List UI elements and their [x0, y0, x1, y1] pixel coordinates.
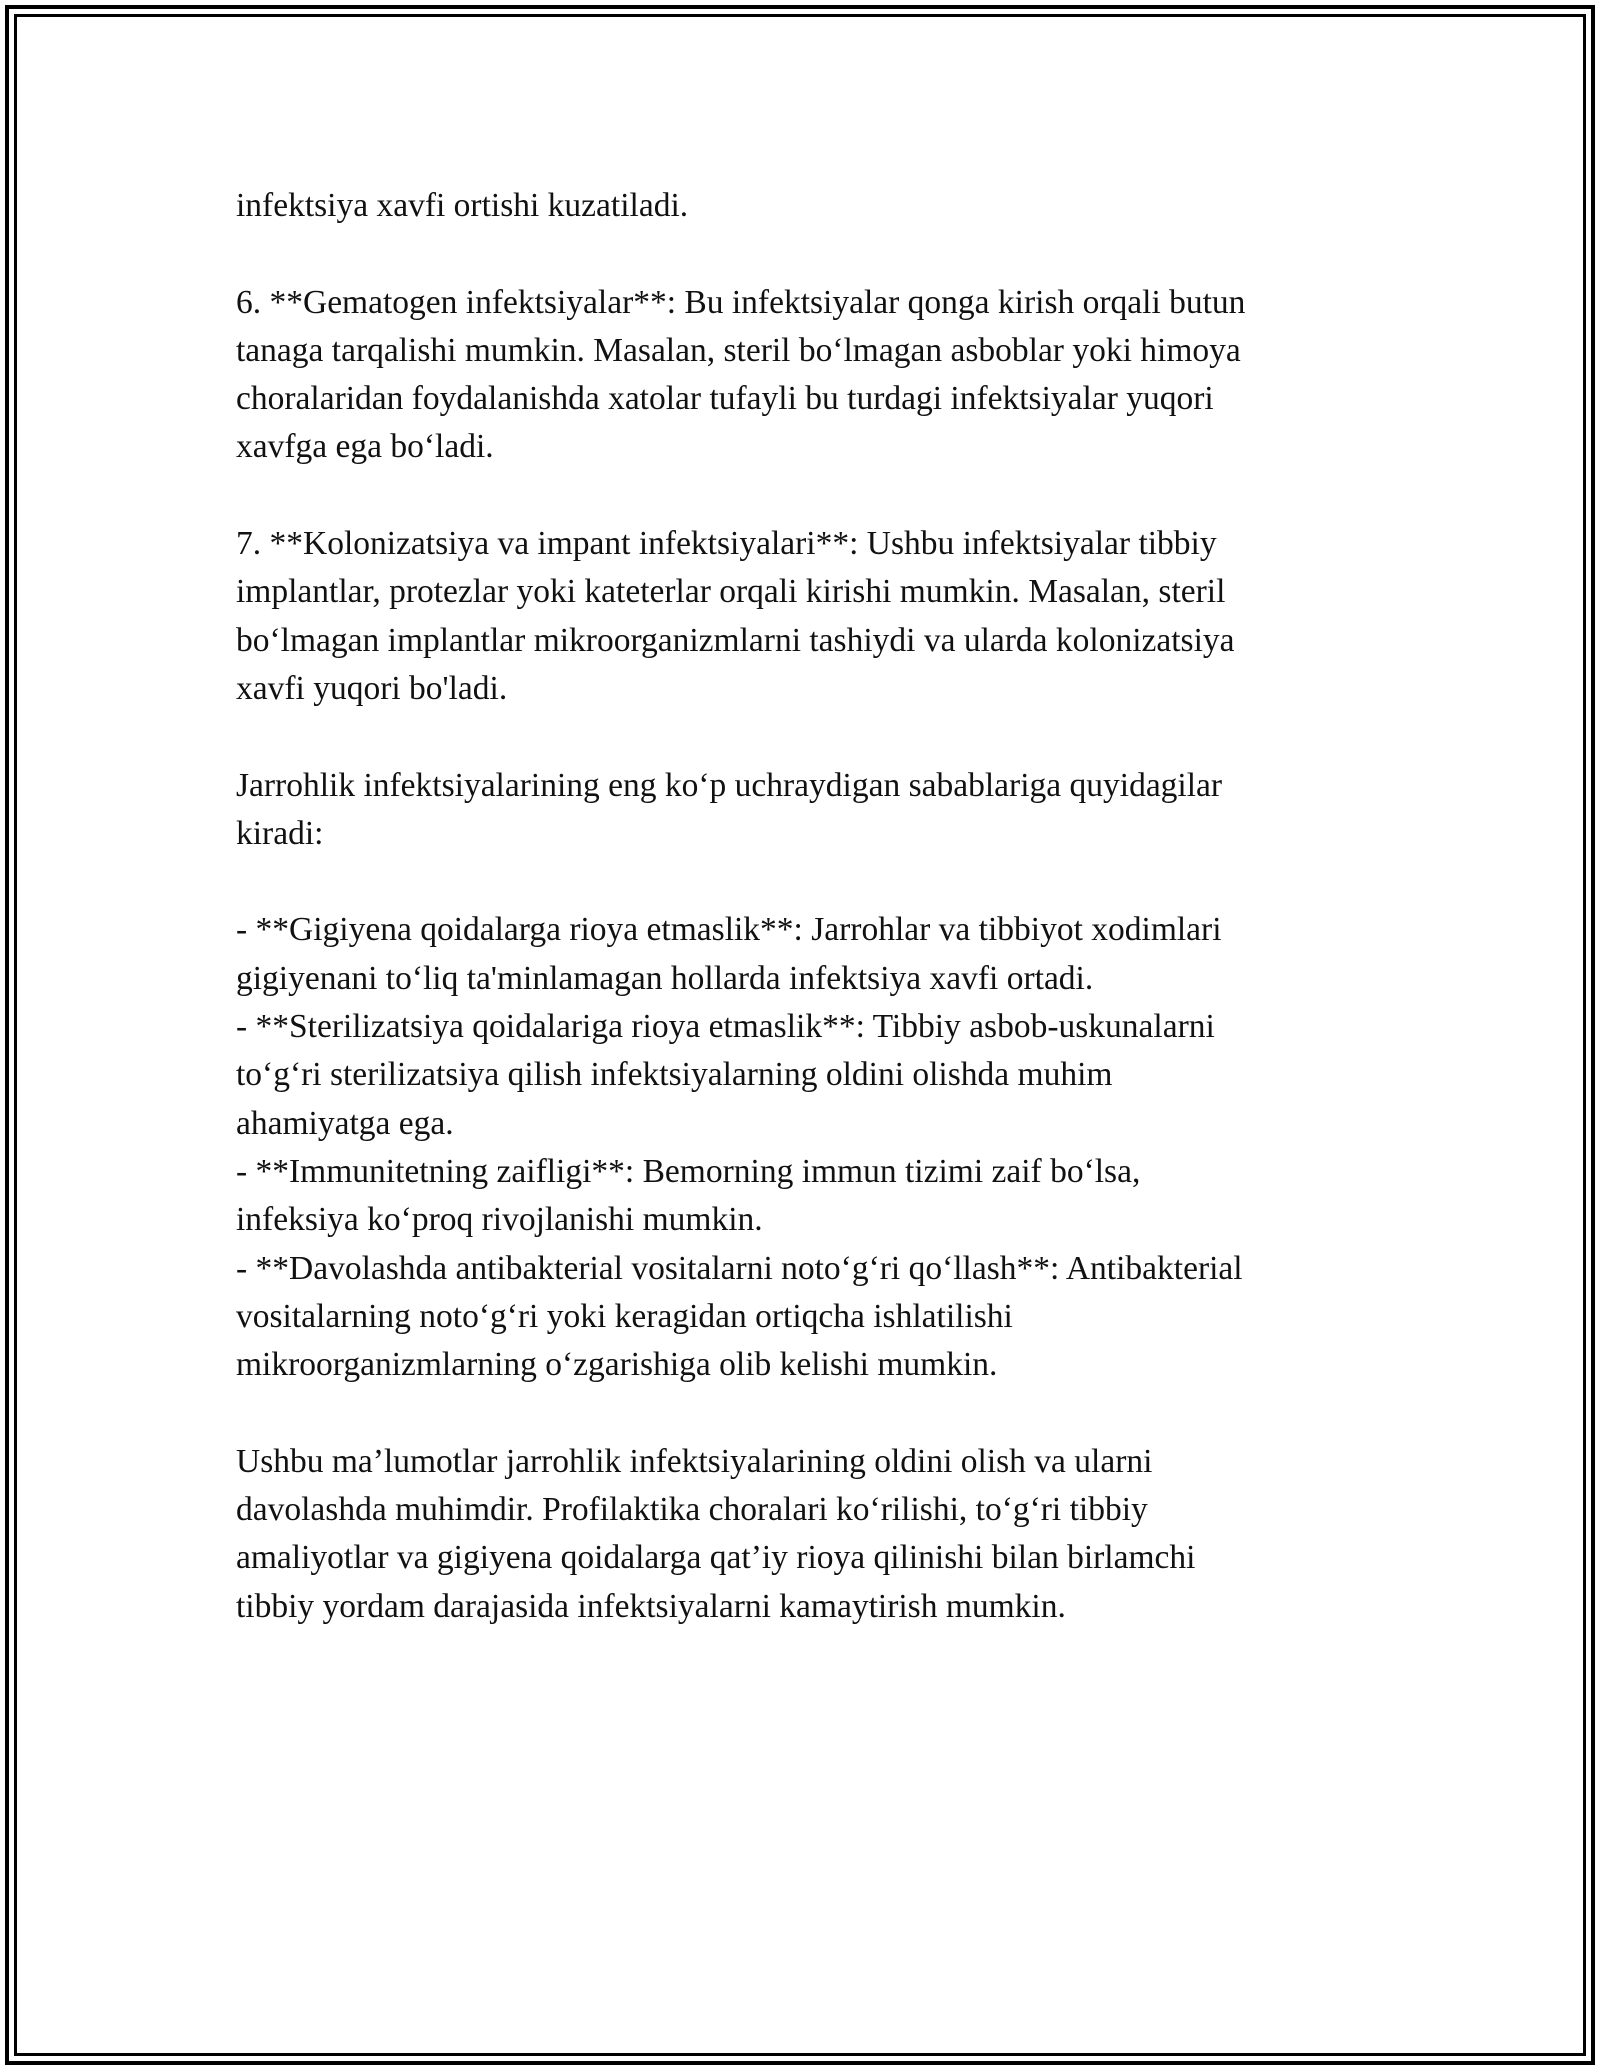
text-line: - **Gigiyena qoidalarga rioya etmaslik**: Jarrohlar va tibbiyot xodimlari: [236, 911, 1222, 949]
paragraph-gap: [236, 472, 1366, 520]
text-line: xavfi yuqori bo'ladi.: [236, 669, 508, 707]
text-line: xavfga ega bo‘ladi.: [236, 428, 494, 466]
text-line: 6. **Gematogen infektsiyalar**: Bu infektsiyalar qonga kirish orqali butun: [236, 283, 1246, 321]
paragraph-gap: [236, 858, 1366, 906]
text-line: 7. **Kolonizatsiya va impant infektsiyalari**: Ushbu infektsiyalar tibbiy: [236, 525, 1217, 563]
text-line: davolashda muhimdir. Profilaktika choralari ko‘rilishi, to‘g‘ri tibbiy: [236, 1491, 1148, 1529]
paragraph-gap: [236, 230, 1366, 278]
paragraph-gap: [236, 713, 1366, 761]
paragraph-gap: [236, 1389, 1366, 1437]
text-line: vositalarning noto‘g‘ri yoki keragidan ortiqcha ishlatilishi: [236, 1297, 1013, 1335]
text-line: implantlar, protezlar yoki kateterlar orqali kirishi mumkin. Masalan, steril: [236, 573, 1226, 611]
text-line: amaliyotlar va gigiyena qoidalarga qat’iy rioya qilinishi bilan birlamchi: [236, 1539, 1196, 1577]
text-line: gigiyenani to‘liq ta'minlamagan hollarda infektsiya xavfi ortadi.: [236, 959, 1094, 997]
text-line: infeksiya ko‘proq rivojlanishi mumkin.: [236, 1201, 763, 1239]
text-line: Jarrohlik infektsiyalarining eng ko‘p uchraydigan sabablariga quyidagilar: [236, 766, 1223, 804]
text-line: - **Sterilizatsiya qoidalariga rioya etmaslik**: Tibbiy asbob-uskunalarni: [236, 1008, 1215, 1046]
text-line: tanaga tarqalishi mumkin. Masalan, steril bo‘lmagan asboblar yoki himoya: [236, 331, 1241, 369]
text-line: choralaridan foydalanishda xatolar tufayli bu turdagi infektsiyalar yuqori: [236, 380, 1214, 418]
text-line: ahamiyatga ega.: [236, 1104, 454, 1142]
document-body: [236, 182, 1366, 1631]
text-line: - **Davolashda antibakterial vositalarni noto‘g‘ri qo‘llash**: Antibakterial: [236, 1249, 1243, 1287]
text-line: kiradi:: [236, 814, 324, 852]
text-line: bo‘lmagan implantlar mikroorganizmlarni tashiydi va ularda kolonizatsiya: [236, 621, 1235, 659]
text-line: to‘g‘ri sterilizatsiya qilish infektsiyalarning oldini olishda muhim: [236, 1056, 1113, 1094]
text-line: mikroorganizmlarning o‘zgarishiga olib kelishi mumkin.: [236, 1346, 998, 1384]
text-line: infektsiya xavfi ortishi kuzatiladi.: [236, 187, 689, 224]
text-line: - **Immunitetning zaifligi**: Bemorning immun tizimi zaif bo‘lsa,: [236, 1152, 1141, 1190]
text-line: tibbiy yordam darajasida infektsiyalarni kamaytirish mumkin.: [236, 1587, 1066, 1625]
text-line: Ushbu ma’lumotlar jarrohlik infektsiyalarining oldini olish va ularni: [236, 1442, 1153, 1480]
